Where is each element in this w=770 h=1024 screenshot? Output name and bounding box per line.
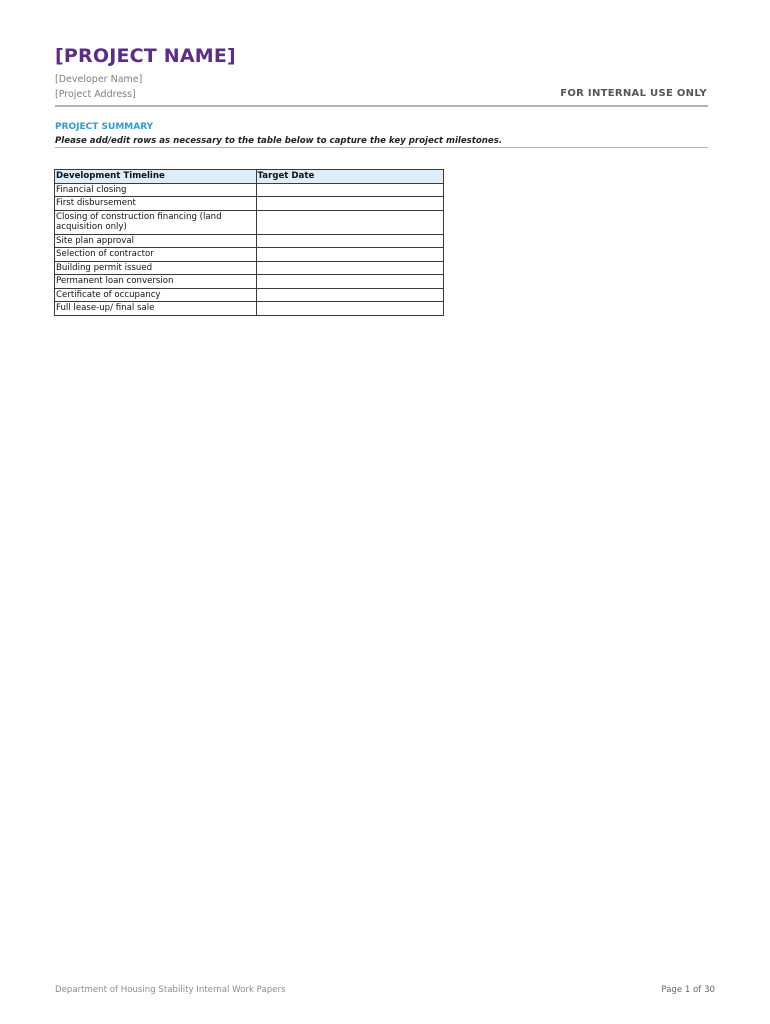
table-row [55,288,444,302]
internal-use-notice: FOR INTERNAL USE ONLY [560,88,707,99]
target-date-cell[interactable] [256,197,443,211]
table-row [55,302,444,316]
target-date-cell[interactable] [256,302,443,316]
milestone-cell[interactable]: Selection of contractor [55,248,257,262]
milestone-cell[interactable]: Certificate of occupancy [55,288,257,302]
milestone-cell[interactable]: Permanent loan conversion [55,275,257,289]
project-address: [Project Address] [55,89,136,100]
section-heading-project-summary: PROJECT SUMMARY [55,122,154,132]
developer-name: [Developer Name] [55,74,143,85]
target-date-cell[interactable] [256,288,443,302]
target-date-cell[interactable] [256,210,443,234]
column-header-target-date: Target Date [256,170,443,184]
target-date-cell[interactable] [256,234,443,248]
milestone-cell[interactable]: Closing of construction financing (land acquisition only) [55,210,257,234]
table-row [55,234,444,248]
table-row [55,261,444,275]
target-date-cell[interactable] [256,275,443,289]
instructions-text: Please add/edit rows as necessary to the table below to capture the key project milestones. [55,136,503,146]
table-row [55,248,444,262]
target-date-cell[interactable] [256,261,443,275]
milestone-cell[interactable]: Full lease-up/ final sale [55,302,257,316]
table-row [55,183,444,197]
milestone-cell[interactable]: First disbursement [55,197,257,211]
target-date-cell[interactable] [256,183,443,197]
table-row [55,210,444,234]
section-divider [55,147,708,148]
page-number: Page 1 of 30 [661,985,715,995]
milestone-cell[interactable]: Financial closing [55,183,257,197]
target-date-cell[interactable] [256,248,443,262]
milestones-table [54,169,444,316]
table-row [55,275,444,289]
page-title: [PROJECT NAME] [55,45,236,67]
footer-department: Department of Housing Stability Internal Work Papers [55,985,286,995]
table-header-row [55,170,444,184]
header-divider [55,105,708,107]
milestone-cell[interactable]: Building permit issued [55,261,257,275]
column-header-development-timeline: Development Timeline [55,170,257,184]
table-row [55,197,444,211]
milestone-cell[interactable]: Site plan approval [55,234,257,248]
